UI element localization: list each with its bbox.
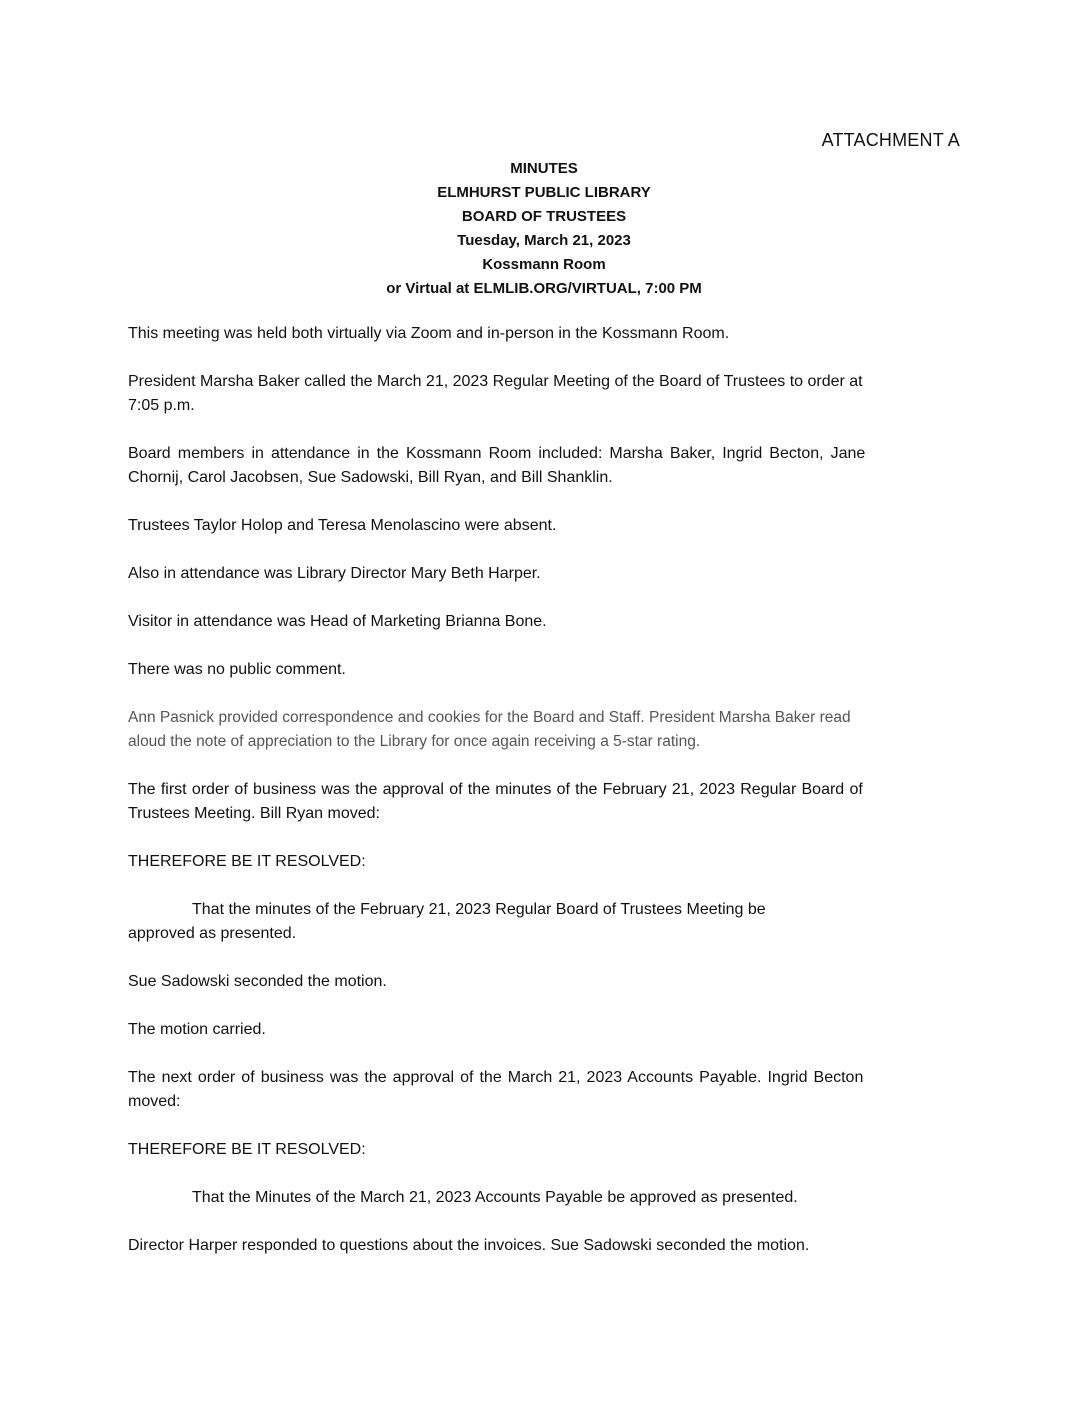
paragraph-line: That the minutes of the February 21, 2023 Regular Board of Trustees Meeting be	[192, 901, 766, 918]
header-date: Tuesday, March 21, 2023	[457, 232, 631, 249]
paragraph-line: aloud the note of appreciation to the Library for once again receiving a 5-star rating.	[128, 733, 701, 750]
paragraph-carried-1: The motion carried.	[128, 1021, 266, 1038]
paragraph-line: 7:05 p.m.	[128, 397, 195, 414]
document-header	[0, 157, 1088, 301]
paragraph-line: The next order of business was the approval of the March 21, 2023 Accounts Payable. Ingrid Becton	[128, 1069, 864, 1086]
resolved-heading-1: THEREFORE BE IT RESOLVED:	[128, 853, 366, 870]
paragraph-line: President Marsha Baker called the March 21, 2023 Regular Meeting of the Board of Trustees to order at	[128, 373, 863, 390]
paragraph-director-response: Director Harper responded to questions about the invoices. Sue Sadowski seconded the motion.	[128, 1237, 810, 1254]
paragraph-line: Trustees Meeting. Bill Ryan moved:	[128, 805, 380, 822]
document-body	[128, 322, 960, 1282]
header-location: Kossmann Room	[482, 256, 606, 273]
paragraph-line: Ann Pasnick provided correspondence and cookies for the Board and Staff. President Marsha Baker read	[128, 709, 851, 726]
paragraph-line: The first order of business was the approval of the minutes of the February 21, 2023 Regular Board of	[128, 781, 863, 798]
paragraph-visitor: Visitor in attendance was Head of Marketing Brianna Bone.	[128, 613, 547, 630]
paragraph-next-order	[128, 1066, 960, 1114]
resolution-2	[128, 1186, 960, 1210]
paragraph-line: moved:	[128, 1093, 181, 1110]
resolved-heading-2: THEREFORE BE IT RESOLVED:	[128, 1141, 366, 1158]
paragraph-first-order	[128, 778, 960, 826]
paragraph-line: Board members in attendance in the Kossmann Room included: Marsha Baker, Ingrid Becton, Jane	[128, 445, 866, 462]
header-virtual: or Virtual at ELMLIB.ORG/VIRTUAL, 7:00 PM	[386, 280, 702, 297]
paragraph-absent: Trustees Taylor Holop and Teresa Menolascino were absent.	[128, 517, 557, 534]
paragraph-line: That the Minutes of the March 21, 2023 Accounts Payable be approved as presented.	[192, 1189, 798, 1206]
paragraph-director: Also in attendance was Library Director Mary Beth Harper.	[128, 565, 541, 582]
resolution-1	[128, 898, 960, 946]
paragraph-public-comment: There was no public comment.	[128, 661, 346, 678]
paragraph-meeting-held: This meeting was held both virtually via Zoom and in-person in the Kossmann Room.	[128, 325, 730, 342]
paragraph-line: Chornij, Carol Jacobsen, Sue Sadowski, Bill Ryan, and Bill Shanklin.	[128, 469, 613, 486]
attachment-label: ATTACHMENT A	[821, 130, 960, 150]
header-title: MINUTES	[510, 160, 578, 177]
paragraph-call-to-order	[128, 370, 960, 418]
header-organization: ELMHURST PUBLIC LIBRARY	[437, 184, 651, 201]
header-board: BOARD OF TRUSTEES	[461, 208, 627, 225]
paragraph-correspondence	[128, 706, 960, 754]
paragraph-attendance	[128, 442, 960, 490]
paragraph-seconded-1: Sue Sadowski seconded the motion.	[128, 973, 387, 990]
paragraph-line: approved as presented.	[128, 925, 297, 942]
